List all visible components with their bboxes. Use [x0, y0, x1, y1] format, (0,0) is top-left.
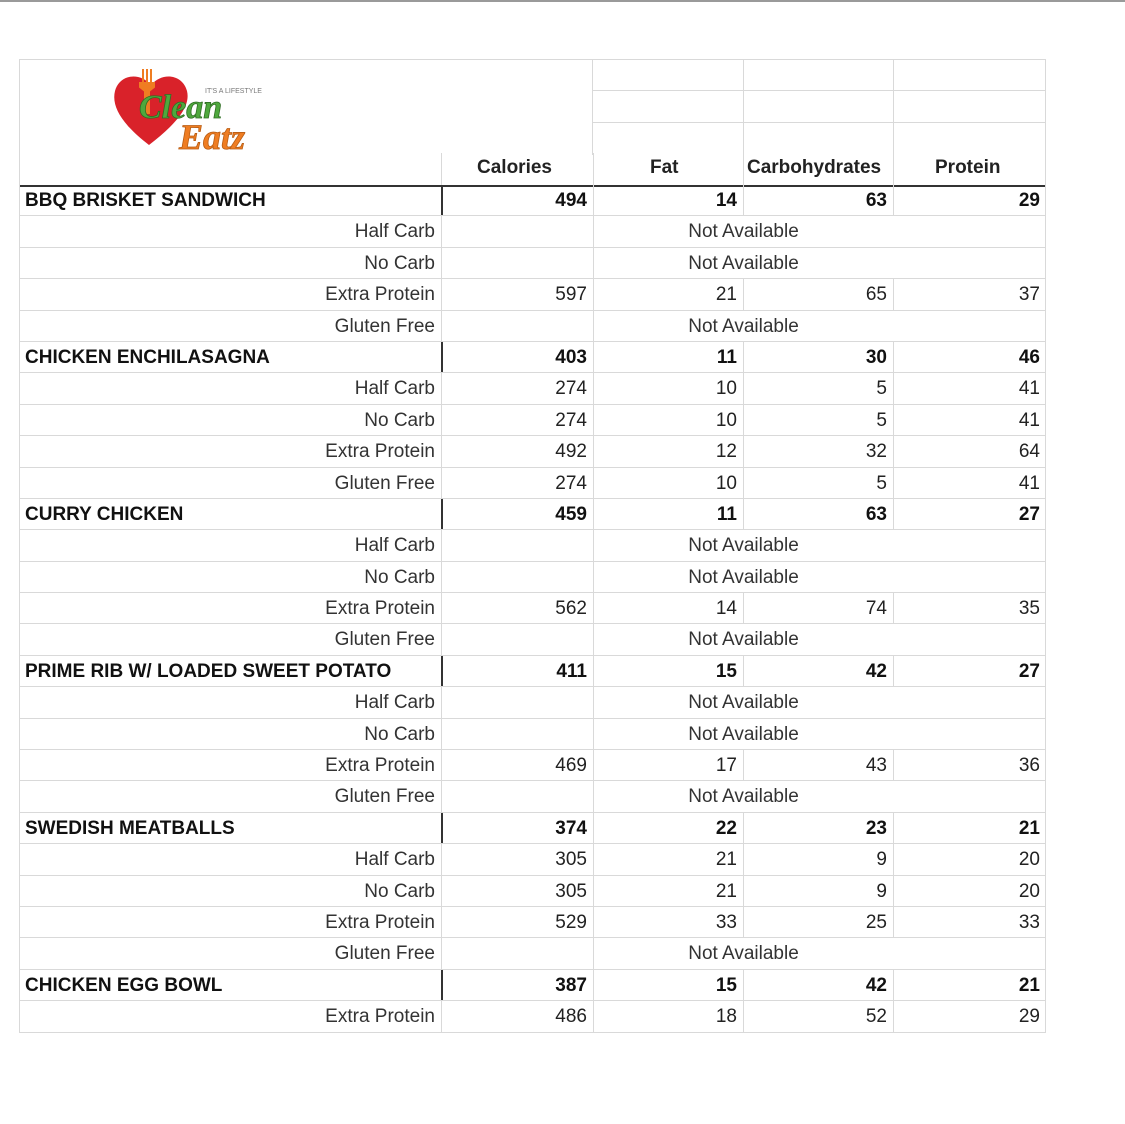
- protein-cell: 20: [893, 876, 1046, 906]
- variant-name: Extra Protein: [325, 1006, 435, 1028]
- carbohydrates-cell: 43: [743, 750, 893, 780]
- nutrition-rows: [19, 185, 1046, 1033]
- variant-row: [19, 624, 1046, 655]
- column-protein: Protein: [935, 157, 1001, 178]
- variant-name: Extra Protein: [325, 911, 435, 933]
- variant-name: No Carb: [364, 880, 435, 902]
- calories-cell: [441, 687, 593, 717]
- carbohydrates-cell: 5: [743, 373, 893, 403]
- variant-name: No Carb: [364, 409, 435, 431]
- column-calories: Calories: [477, 157, 552, 178]
- menu-item-row: [19, 185, 1046, 216]
- calories-cell: 274: [441, 405, 593, 435]
- variant-row: [19, 719, 1046, 750]
- calories-cell: [441, 562, 593, 592]
- protein-cell: 64: [893, 436, 1046, 466]
- menu-item-row: [19, 970, 1046, 1001]
- calories-cell: [441, 248, 593, 278]
- carbohydrates-cell: 25: [743, 907, 893, 937]
- item-name: CURRY CHICKEN: [25, 503, 184, 525]
- variant-row: [19, 248, 1046, 279]
- fat-cell: 11: [593, 499, 743, 529]
- not-available-cell: Not Available: [593, 311, 893, 341]
- protein-cell: [893, 719, 1046, 749]
- carbohydrates-cell: 63: [743, 499, 893, 529]
- fat-cell: 10: [593, 373, 743, 403]
- fat-cell: 22: [593, 813, 743, 843]
- variant-row: [19, 373, 1046, 404]
- protein-cell: [893, 248, 1046, 278]
- variant-name: Gluten Free: [334, 786, 435, 808]
- carbohydrates-cell: 52: [743, 1001, 893, 1031]
- protein-cell: 35: [893, 593, 1046, 623]
- calories-cell: 529: [441, 907, 593, 937]
- variant-name: Extra Protein: [325, 755, 435, 777]
- protein-cell: [893, 938, 1046, 968]
- not-available-cell: Not Available: [593, 687, 893, 717]
- variant-name: Half Carb: [354, 849, 435, 871]
- protein-cell: 21: [893, 970, 1046, 1000]
- item-name: PRIME RIB W/ LOADED SWEET POTATO: [25, 660, 392, 682]
- calories-cell: [441, 311, 593, 341]
- variant-name: Half Carb: [354, 692, 435, 714]
- variant-name: Extra Protein: [325, 441, 435, 463]
- carbohydrates-cell: 23: [743, 813, 893, 843]
- protein-cell: 33: [893, 907, 1046, 937]
- variant-row: [19, 750, 1046, 781]
- brand-tagline: IT'S A LIFESTYLE: [205, 88, 262, 95]
- variant-name: No Carb: [364, 723, 435, 745]
- carbohydrates-cell: 9: [743, 876, 893, 906]
- calories-cell: [441, 624, 593, 654]
- variant-name: No Carb: [364, 252, 435, 274]
- protein-cell: [893, 624, 1046, 654]
- protein-cell: 36: [893, 750, 1046, 780]
- calories-cell: 562: [441, 593, 593, 623]
- calories-cell: 486: [441, 1001, 593, 1031]
- calories-cell: [441, 719, 593, 749]
- item-name: BBQ BRISKET SANDWICH: [25, 190, 266, 211]
- top-divider: [0, 0, 1125, 2]
- fat-cell: 33: [593, 907, 743, 937]
- variant-row: [19, 311, 1046, 342]
- protein-cell: 37: [893, 279, 1046, 309]
- protein-cell: 41: [893, 373, 1046, 403]
- brand-name-clean: Clean: [139, 89, 223, 126]
- calories-cell: 305: [441, 844, 593, 874]
- column-header-row: [19, 153, 1046, 187]
- protein-cell: 21: [893, 813, 1046, 843]
- variant-row: [19, 436, 1046, 467]
- calories-cell: 411: [441, 656, 593, 686]
- menu-item-row: [19, 813, 1046, 844]
- protein-cell: 27: [893, 656, 1046, 686]
- fat-cell: 21: [593, 844, 743, 874]
- calories-cell: 492: [441, 436, 593, 466]
- carbohydrates-cell: 9: [743, 844, 893, 874]
- variant-row: [19, 279, 1046, 310]
- protein-cell: 20: [893, 844, 1046, 874]
- carbohydrates-cell: 30: [743, 342, 893, 372]
- variant-row: [19, 530, 1046, 561]
- variant-row: [19, 907, 1046, 938]
- variant-name: Half Carb: [354, 378, 435, 400]
- variant-name: Half Carb: [354, 221, 435, 243]
- variant-name: Half Carb: [354, 535, 435, 557]
- variant-row: [19, 562, 1046, 593]
- not-available-cell: Not Available: [593, 530, 893, 560]
- calories-cell: 597: [441, 279, 593, 309]
- protein-cell: [893, 687, 1046, 717]
- fat-cell: 18: [593, 1001, 743, 1031]
- calories-cell: [441, 216, 593, 246]
- calories-cell: 469: [441, 750, 593, 780]
- protein-cell: 41: [893, 405, 1046, 435]
- not-available-cell: Not Available: [593, 719, 893, 749]
- carbohydrates-cell: 42: [743, 656, 893, 686]
- variant-row: [19, 781, 1046, 812]
- variant-row: [19, 687, 1046, 718]
- protein-cell: 46: [893, 342, 1046, 372]
- calories-cell: 494: [441, 185, 593, 215]
- calories-cell: 403: [441, 342, 593, 372]
- not-available-cell: Not Available: [593, 781, 893, 811]
- protein-cell: [893, 311, 1046, 341]
- not-available-cell: Not Available: [593, 216, 893, 246]
- column-fat: Fat: [650, 157, 679, 178]
- nutrition-sheet: [19, 59, 1046, 1033]
- carbohydrates-cell: 32: [743, 436, 893, 466]
- carbohydrates-cell: 42: [743, 970, 893, 1000]
- variant-name: Gluten Free: [334, 472, 435, 494]
- protein-cell: [893, 216, 1046, 246]
- not-available-cell: Not Available: [593, 938, 893, 968]
- column-carbohydrates: Carbohydrates: [747, 157, 882, 178]
- clean-eatz-logo: [109, 63, 279, 153]
- carbohydrates-cell: 63: [743, 185, 893, 215]
- item-name: CHICKEN EGG BOWL: [25, 974, 223, 996]
- fat-cell: 15: [593, 970, 743, 1000]
- fat-cell: 15: [593, 656, 743, 686]
- carbohydrates-cell: 65: [743, 279, 893, 309]
- fat-cell: 10: [593, 405, 743, 435]
- variant-row: [19, 844, 1046, 875]
- fat-cell: 17: [593, 750, 743, 780]
- not-available-cell: Not Available: [593, 248, 893, 278]
- fat-cell: 21: [593, 876, 743, 906]
- header-blank-cells: [592, 59, 1046, 155]
- menu-item-row: [19, 499, 1046, 530]
- calories-cell: [441, 938, 593, 968]
- fat-cell: 21: [593, 279, 743, 309]
- menu-item-row: [19, 342, 1046, 373]
- fat-cell: 10: [593, 468, 743, 498]
- not-available-cell: Not Available: [593, 624, 893, 654]
- protein-cell: 29: [893, 1001, 1046, 1031]
- protein-cell: [893, 530, 1046, 560]
- variant-name: Extra Protein: [325, 598, 435, 620]
- fat-cell: 12: [593, 436, 743, 466]
- variant-row: [19, 938, 1046, 969]
- variant-name: Extra Protein: [325, 284, 435, 306]
- calories-cell: 387: [441, 970, 593, 1000]
- variant-row: [19, 593, 1046, 624]
- variant-row: [19, 876, 1046, 907]
- protein-cell: 27: [893, 499, 1046, 529]
- protein-cell: [893, 562, 1046, 592]
- variant-name: Gluten Free: [334, 315, 435, 337]
- protein-cell: 29: [893, 185, 1046, 215]
- calories-cell: 305: [441, 876, 593, 906]
- carbohydrates-cell: 5: [743, 405, 893, 435]
- item-name: CHICKEN ENCHILASAGNA: [25, 346, 270, 368]
- calories-cell: 374: [441, 813, 593, 843]
- variant-name: Gluten Free: [334, 629, 435, 651]
- variant-row: [19, 1001, 1046, 1032]
- variant-row: [19, 216, 1046, 247]
- carbohydrates-cell: 74: [743, 593, 893, 623]
- calories-cell: [441, 530, 593, 560]
- variant-name: Gluten Free: [334, 943, 435, 965]
- brand-name-eatz: Eatz: [179, 117, 246, 153]
- menu-item-row: [19, 656, 1046, 687]
- calories-cell: 459: [441, 499, 593, 529]
- protein-cell: 41: [893, 468, 1046, 498]
- variant-row: [19, 405, 1046, 436]
- calories-cell: 274: [441, 373, 593, 403]
- variant-row: [19, 468, 1046, 499]
- calories-cell: 274: [441, 468, 593, 498]
- fat-cell: 14: [593, 593, 743, 623]
- calories-cell: [441, 781, 593, 811]
- sheet-header: [19, 59, 1046, 185]
- item-name: SWEDISH MEATBALLS: [25, 817, 235, 839]
- variant-name: No Carb: [364, 566, 435, 588]
- protein-cell: [893, 781, 1046, 811]
- carbohydrates-cell: 5: [743, 468, 893, 498]
- fat-cell: 11: [593, 342, 743, 372]
- not-available-cell: Not Available: [593, 562, 893, 592]
- fat-cell: 14: [593, 185, 743, 215]
